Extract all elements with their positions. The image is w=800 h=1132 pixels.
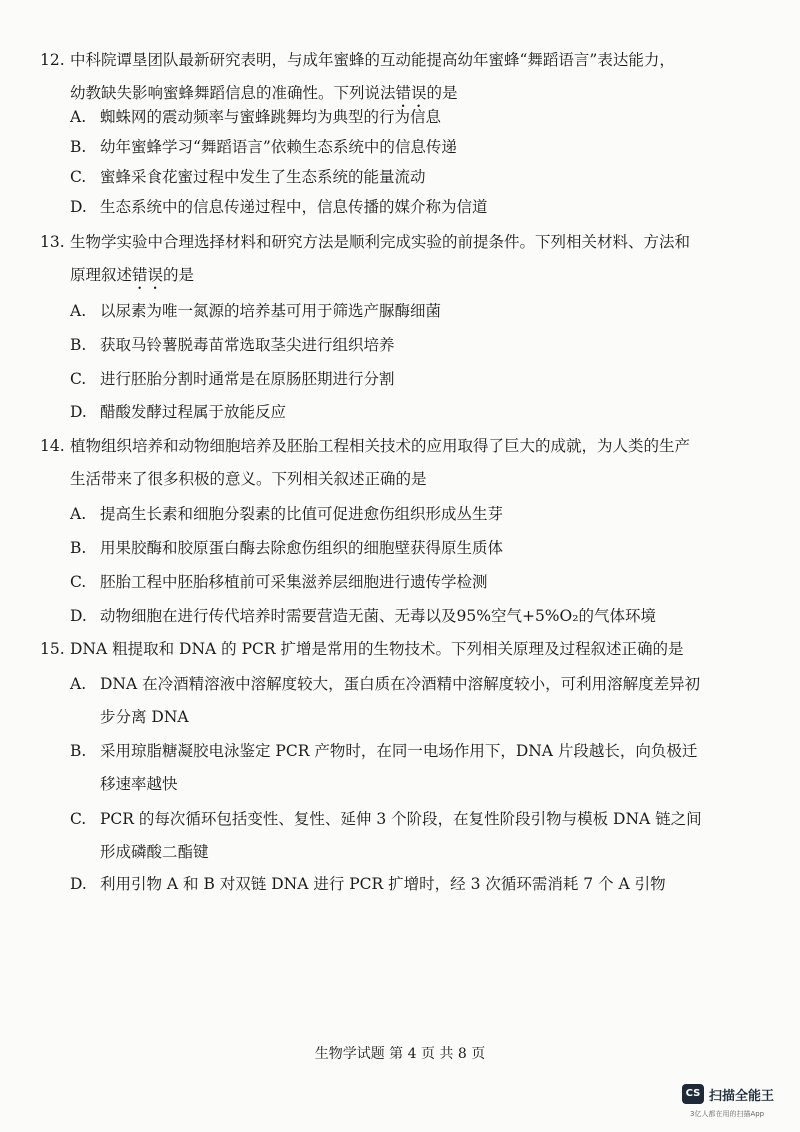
option-text: 幼年蜜蜂学习“舞蹈语言”依赖生态系统中的信息传递 (100, 138, 457, 156)
option-letter: D. (70, 198, 87, 216)
emphasis-text: 错误 (395, 84, 427, 102)
option (70, 396, 730, 429)
option-text: 进行胚胎分割时通常是在原肠胚期进行分割 (100, 370, 395, 388)
question-15-stem (40, 633, 740, 666)
option-text: 动物细胞在进行传代培养时需要营造无菌、无毒以及95%空气+5%O₂的气体环境 (100, 607, 656, 625)
option (70, 566, 730, 599)
stem-text: 生活带来了很多积极的意义。下列相关叙述正确的是 (70, 470, 427, 488)
option (70, 668, 730, 734)
option (70, 498, 730, 531)
option-text-continued: 步分离 DNA (100, 708, 189, 726)
stem-text: 的是 (163, 266, 195, 284)
option-letter: C. (70, 573, 87, 591)
option-letter: A. (70, 505, 87, 523)
stem-text: 的是 (426, 84, 458, 102)
option-letter: C. (70, 168, 87, 186)
option-text: DNA 在冷酒精溶液中溶解度较大，蛋白质在冷酒精中溶解度较小，可利用溶解度差异初 (100, 675, 701, 693)
option-letter: A. (70, 108, 87, 126)
option (70, 161, 730, 194)
option-text: 提高生长素和细胞分裂素的比值可促进愈伤组织形成丛生芽 (100, 505, 504, 523)
option-letter: C. (70, 370, 87, 388)
option-text: 胚胎工程中胚胎移植前可采集滋养层细胞进行遗传学检测 (100, 573, 488, 591)
option-letter: B. (70, 138, 87, 156)
stem-text: 幼教缺失影响蜜蜂舞蹈信息的准确性。下列说法 (70, 84, 396, 102)
logo-name: 扫描全能王 (709, 1089, 775, 1104)
option-text: 醋酸发酵过程属于放能反应 (100, 403, 287, 421)
option-text: 蜜蜂采食花蜜过程中发生了生态系统的能量流动 (100, 168, 426, 186)
option (70, 131, 730, 164)
cs-logo-icon: CS (682, 1084, 704, 1104)
option (70, 600, 730, 633)
logo-tagline: 3亿人都在用的扫描App (690, 1110, 765, 1118)
option-letter: B. (70, 336, 87, 354)
option-text: 获取马铃薯脱毒苗常选取茎尖进行组织培养 (100, 336, 395, 354)
option-text: 用果胶酶和胶原蛋白酶去除愈伤组织的细胞壁获得原生质体 (100, 539, 504, 557)
option (70, 191, 730, 224)
option-text: 采用琼脂糖凝胶电泳鉴定 PCR 产物时，在同一电场作用下，DNA 片段越长，向负极迁 (100, 742, 698, 760)
stem-text: 原理叙述 (70, 266, 133, 284)
question-14-stem (40, 430, 740, 496)
option (70, 329, 730, 362)
option (70, 295, 730, 328)
question-13-stem (40, 226, 740, 293)
option-text-continued: 形成磷酸二酯键 (100, 843, 209, 861)
stem-text: 中科院谭垦团队最新研究表明，与成年蜜蜂的互动能提高幼年蜜蜂“舞蹈语言”表达能力， (70, 51, 675, 69)
option (70, 532, 730, 565)
stem-text: 植物组织培养和动物细胞培养及胚胎工程相关技术的应用取得了巨大的成就，为人类的生产 (70, 437, 691, 455)
option-text-continued: 移速率越快 (100, 775, 178, 793)
option (70, 803, 730, 869)
question-number: 12. (40, 51, 65, 69)
option-text: 生态系统中的信息传递过程中，信息传播的媒介称为信道 (100, 198, 488, 216)
page-footer: 生物学试题 第 4 页 共 8 页 (314, 1046, 486, 1062)
camscanner-logo (682, 1084, 792, 1124)
question-number: 14. (40, 437, 65, 455)
option-letter: D. (70, 403, 87, 421)
option-letter: C. (70, 810, 87, 828)
option-letter: D. (70, 607, 87, 625)
option-text: 利用引物 A 和 B 对双链 DNA 进行 PCR 扩增时，经 3 次循环需消耗 7 个 A 引物 (100, 875, 666, 893)
option-text: 蜘蛛网的震动频率与蜜蜂跳舞均为典型的行为信息 (100, 108, 442, 126)
stem-text: DNA 粗提取和 DNA 的 PCR 扩增是常用的生物技术。下列相关原理及过程叙述正确的是 (70, 640, 684, 658)
emphasis-text: 错误 (132, 266, 164, 284)
question-number: 13. (40, 233, 65, 251)
option-text: PCR 的每次循环包括变性、复性、延伸 3 个阶段，在复性阶段引物与模板 DNA 链之间 (100, 810, 702, 828)
question-number: 15. (40, 640, 65, 658)
option-letter: A. (70, 675, 87, 693)
option-letter: B. (70, 539, 87, 557)
option (70, 868, 730, 901)
option (70, 363, 730, 396)
stem-text: 生物学实验中合理选择材料和研究方法是顺利完成实验的前提条件。下列相关材料、方法和 (70, 233, 691, 251)
option-letter: B. (70, 742, 87, 760)
option-letter: A. (70, 302, 87, 320)
option (70, 735, 730, 801)
option-letter: D. (70, 875, 87, 893)
option (70, 101, 730, 134)
option-text: 以尿素为唯一氮源的培养基可用于筛选产脲酶细菌 (100, 302, 442, 320)
